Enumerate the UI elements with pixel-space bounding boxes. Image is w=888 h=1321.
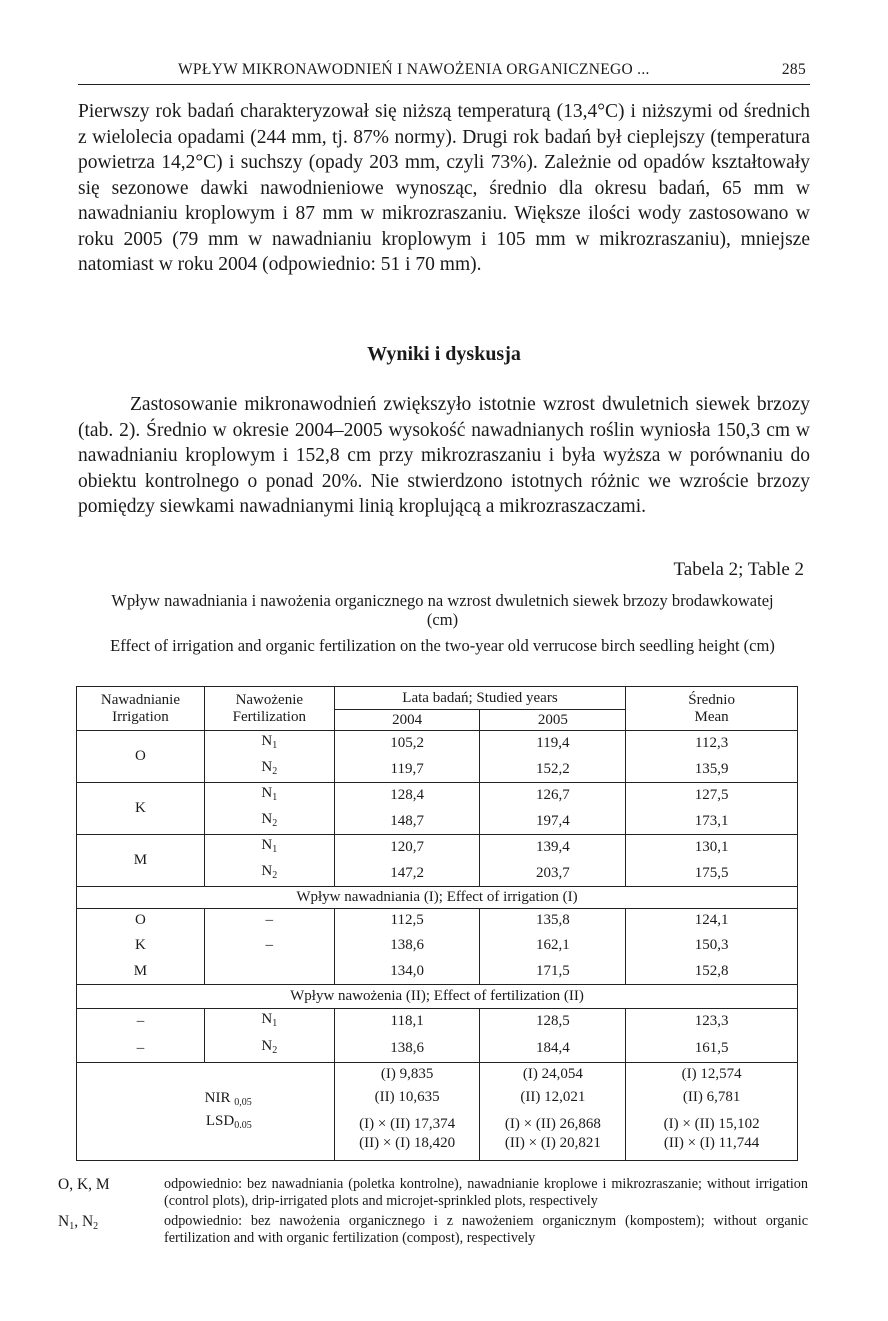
value-cell: 112,5: [334, 909, 480, 933]
lsd-label: NIR $_{0,05}$ $LSD_{0.05}$: [77, 1063, 335, 1161]
value-cell: 173,1: [626, 809, 798, 835]
irrigation-cell: O: [77, 731, 205, 783]
table-row: [77, 783, 798, 809]
value-cell: 139,4: [480, 835, 626, 861]
irrigation-cell: M: [77, 959, 205, 985]
table-notes: [58, 1176, 808, 1250]
header-2005: 2005: [480, 710, 626, 731]
note-text: odpowiednio: bez nawożenia organicznego i z nawożeniem organicznym (kompostem); without organic fertilization and with organic fertilization (compost), respectively: [164, 1213, 808, 1246]
note-irrigation: [58, 1176, 808, 1210]
table-row: [77, 959, 798, 985]
lsd-2005: (I) 24,054 (II) 12,021 (I) × (II) 26,868 (II) × (I) 20,821: [480, 1063, 626, 1161]
value-cell: 197,4: [480, 809, 626, 835]
value-cell: 135,8: [480, 909, 626, 933]
value-cell: 105,2: [334, 731, 480, 757]
lsd-2004: (I) 9,835 (II) 10,635 (I) × (II) 17,374 (II) × (I) 18,420: [334, 1063, 480, 1161]
irrigation-cell: O: [77, 909, 205, 933]
irrigation-cell: K: [77, 783, 205, 835]
fert-cell: $N_2$: [204, 809, 334, 835]
header-mean: Średnio Mean: [626, 687, 798, 731]
table-row: [77, 1009, 798, 1035]
table-caption-en: Effect of irrigation and organic fertilization on the two-year old verrucose birch seedling height (cm): [110, 636, 775, 655]
table-row: [77, 909, 798, 933]
table-row: [77, 933, 798, 959]
note-text: odpowiednio: bez nawadniania (poletka kontrolne), nawadnianie kroplowe i mikrozraszanie; without irrigation (control plots), drip-irrigated plots and microjet-sprinkled plots, respectively: [164, 1176, 808, 1209]
table-caption-pl: Wpływ nawadniania i nawożenia organicznego na wzrost dwuletnich siewek brzozy brodawkowatej (cm): [111, 591, 774, 629]
fert-cell: –: [204, 909, 334, 933]
value-cell: 130,1: [626, 835, 798, 861]
fert-cell: $N_2$: [204, 757, 334, 783]
fert-cell: $N_1$: [204, 835, 334, 861]
paragraph-climate: Pierwszy rok badań charakteryzował się niższą temperaturą (13,4°C) i niższymi od średnich z wielolecia opadami (244 mm, tj. 87% normy). Drugi rok badań był cieplejszy (temperatura powietrza 14,2°C) i suchszy (opady 203 mm, czyli 73%). Zależnie od opadów kształtowały się sezonowe dawki nawodnieniowe wynosząc, średnio dla okresu badań, 65 mm w nawadnianiu kroplowym i 87 mm w mikrozraszaniu. Większe ilości wody zastosowano w roku 2005 (79 mm w nawadnianiu kroplowym i 105 mm w mikrozraszaniu), mniejsze natomiast w roku 2004 (odpowiednio: 51 i 70 mm).: [78, 101, 810, 275]
value-cell: 161,5: [626, 1035, 798, 1063]
value-cell: 150,3: [626, 933, 798, 959]
value-cell: 175,5: [626, 861, 798, 887]
value-cell: 118,1: [334, 1009, 480, 1035]
note-fertilization: [58, 1213, 808, 1247]
lsd-row: [77, 1063, 798, 1161]
note-key: $N_1$, $N_2$: [58, 1213, 99, 1232]
table-row: [77, 731, 798, 757]
value-cell: 124,1: [626, 909, 798, 933]
value-cell: 148,7: [334, 809, 480, 835]
value-cell: 138,6: [334, 933, 480, 959]
value-cell: 128,4: [334, 783, 480, 809]
section-heading: Wyniki i dyskusja: [367, 343, 521, 365]
fert-cell: $N_1$: [204, 783, 334, 809]
header-years: Lata badań; Studied years: [334, 687, 626, 710]
paragraph-results: Zastosowanie mikronawodnień zwiększyło istotnie wzrost dwuletnich siewek brzozy (tab. 2). Średnio w okresie 2004–2005 wysokość nawadnianych roślin wyniosła 150,3 cm w nawadnianiu kroplowym i 152,8 cm przy mikrozraszaniu i była wyższa w porównaniu do obiektu kontrolnego o ponad 20%. Nie stwierdzono istotnych różnic we wzroście brzozy pomiędzy siewkami nawadnianymi linią kroplującą a mikrozraszaczami.: [78, 394, 810, 517]
effect-fertilization-label: Wpływ nawożenia (II); Effect of fertilization (II): [77, 985, 798, 1009]
value-cell: 203,7: [480, 861, 626, 887]
header-2004: 2004: [334, 710, 480, 731]
irrigation-cell: M: [77, 835, 205, 887]
value-cell: 135,9: [626, 757, 798, 783]
value-cell: 134,0: [334, 959, 480, 985]
effect-irrigation-label: Wpływ nawadniania (I); Effect of irrigation (I): [77, 887, 798, 909]
value-cell: 119,7: [334, 757, 480, 783]
page-number: 285: [781, 61, 806, 78]
fert-cell: $N_1$: [204, 1009, 334, 1035]
header-irrigation: Nawadnianie Irrigation: [77, 687, 205, 731]
note-key: O, K, M: [58, 1176, 110, 1193]
data-table: [76, 686, 798, 1161]
value-cell: 147,2: [334, 861, 480, 887]
value-cell: 112,3: [626, 731, 798, 757]
value-cell: 184,4: [480, 1035, 626, 1063]
fert-cell: –: [204, 933, 334, 959]
value-cell: 120,7: [334, 835, 480, 861]
table-reference: Tabela 2; Table 2: [673, 559, 804, 580]
value-cell: 127,5: [626, 783, 798, 809]
irrigation-cell: –: [77, 1035, 205, 1063]
value-cell: 152,2: [480, 757, 626, 783]
running-title: WPŁYW MIKRONAWODNIEŃ I NAWOŻENIA ORGANICZNEGO ...: [178, 61, 650, 78]
value-cell: 126,7: [480, 783, 626, 809]
fert-cell: $N_1$: [204, 731, 334, 757]
value-cell: 119,4: [480, 731, 626, 757]
irrigation-cell: –: [77, 1009, 205, 1035]
lsd-mean: (I) 12,574 (II) 6,781 (I) × (II) 15,102 (II) × (I) 11,744: [626, 1063, 798, 1161]
table-row: [77, 1035, 798, 1063]
running-header: [78, 58, 810, 85]
value-cell: 152,8: [626, 959, 798, 985]
fert-cell: [204, 959, 334, 985]
irrigation-cell: K: [77, 933, 205, 959]
fert-cell: $N_2$: [204, 1035, 334, 1063]
value-cell: 171,5: [480, 959, 626, 985]
value-cell: 128,5: [480, 1009, 626, 1035]
value-cell: 162,1: [480, 933, 626, 959]
table-row: [77, 835, 798, 861]
value-cell: 138,6: [334, 1035, 480, 1063]
header-fertilization: Nawożenie Fertilization: [204, 687, 334, 731]
fert-cell: $N_2$: [204, 861, 334, 887]
value-cell: 123,3: [626, 1009, 798, 1035]
